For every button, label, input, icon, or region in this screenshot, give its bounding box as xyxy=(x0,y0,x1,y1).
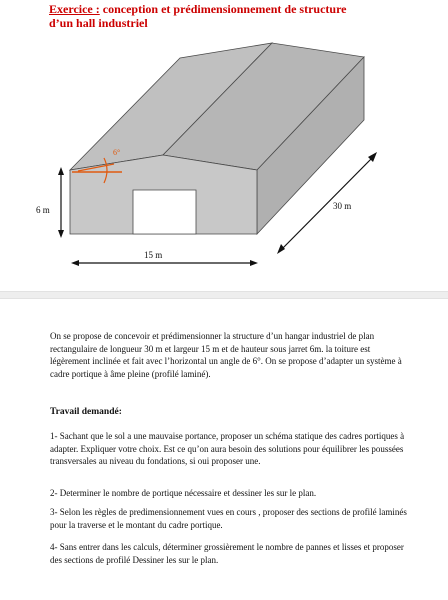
exercise-title-line1: conception et prédimensionnement de structure xyxy=(99,2,347,16)
page-separator xyxy=(0,291,448,299)
width-label: 15 m xyxy=(144,250,163,260)
question-item-2: 2- Determiner le nombre de portique nécessaire et dessiner les sur le plan. xyxy=(50,488,317,498)
height-label: 6 m xyxy=(36,205,50,215)
door-opening xyxy=(133,190,196,234)
width-dimension xyxy=(71,260,258,266)
question-item-1: 1- Sachant que le sol a une mauvaise portance, proposer un schéma statique des cadres portiques à adapter. Expliquer votre choix. Est ce qu’on aura besoin des solutions pour équilibrer les poussées transversales au niveau du fondations, si oui proposer une. xyxy=(50,431,405,467)
length-label: 30 m xyxy=(333,201,352,211)
exercise-title-line2: d’un hall industriel xyxy=(49,16,148,30)
exercise-title-prefix: Exercice : xyxy=(49,2,100,16)
angle-label: 6° xyxy=(113,148,121,157)
hall-diagram xyxy=(0,0,448,290)
question-item-3: 3- Selon les règles de predimensionnement vues en cours , proposer des sections de profilé laminés pour la traverse et le montant du cadre portique. xyxy=(50,507,407,530)
intro-paragraph: On se propose de concevoir et prédimensionner la structure d’un hangar industriel de plan rectangulaire de longueur 30 m et largeur 15 m et de hauteur sous jarret 6m. la toiture est légèrement inclinée et fait avec l’horizontal un angle de 6°. On se propose d’adapter un système à cadre portique à âme pleine (profilé laminé). xyxy=(50,331,402,379)
work-title: Travail demandé: xyxy=(50,407,122,417)
height-dimension xyxy=(58,167,64,238)
question-item-4: 4- Sans entrer dans les calculs, déterminer grossièrement le nombre de pannes et lisses et proposer des sections de profilé Dessiner les sur le plan. xyxy=(50,542,404,565)
